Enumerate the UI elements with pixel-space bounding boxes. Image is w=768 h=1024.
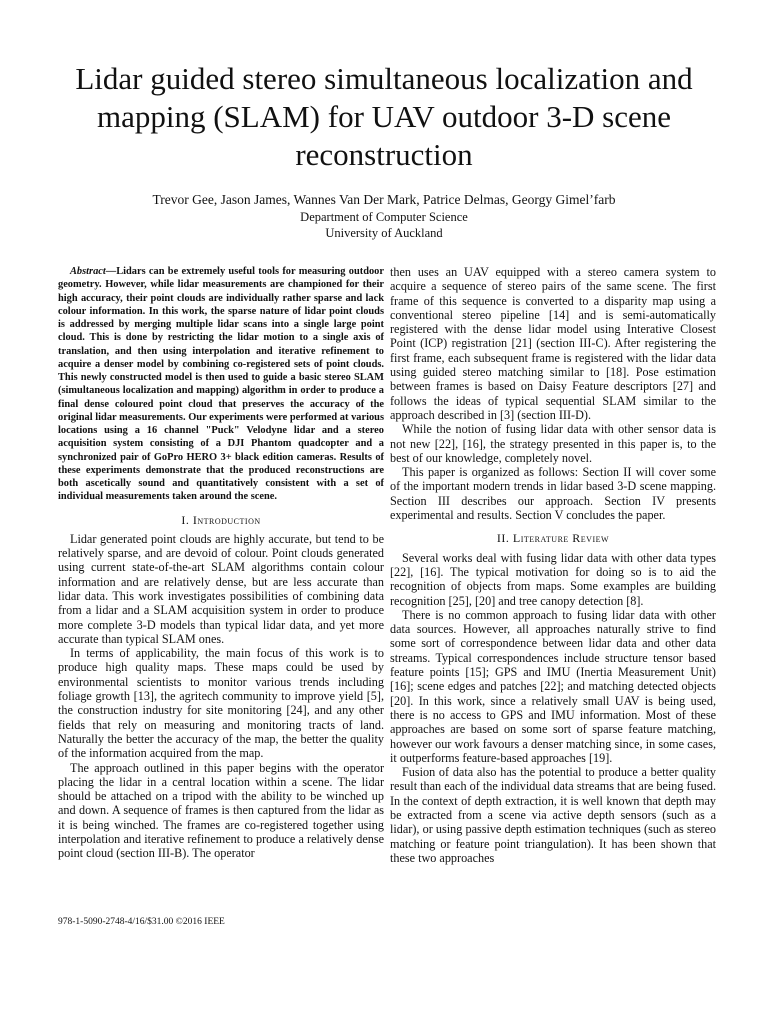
affiliation-university: University of Auckland	[325, 226, 443, 240]
section-heading-introduction: I. Introduction	[181, 512, 261, 527]
literature-paragraph: Several works deal with fusing lidar data with other data types [22], [16]. The typical motivation for doing so is to aid the recognition of objects from maps. Some examples are building recognition [25], [20] and tree canopy detection [8].	[390, 550, 716, 608]
copyright-footer: 978-1-5090-2748-4/16/$31.00 ©2016 IEEE	[58, 917, 225, 927]
section-heading-literature-review: II. Literature Review	[496, 531, 610, 546]
left-column	[58, 265, 384, 861]
intro-paragraph: The approach outlined in this paper begins with the operator placing the lidar in a central location within a scene. The lidar should be attached on a tripod with the ability to be winched up and down. A sequence of frames is then captured from the lidar as it is being winched. The frames are co-registered together using interpolation and iterative refinement to produce a relatively dense point cloud (section III-B). The operator	[58, 760, 384, 861]
abstract-label: Abstract	[70, 266, 106, 277]
literature-paragraph: There is no common approach to fusing lidar data with other data sources. However, all approaches naturally strive to find some sort of correspondence between lidar data and other data streams. Typical correspondences include structure tensor based feature points [15]; GPS and IMU (Inertia Measurement Unit) [16]; scene edges and patches [22]; and matching detected objects [20]. In this work, since a relatively small UAV is being used, there is no access to GPS and IMU information. Most of these approaches are based on some sort of sparse feature matching, however our work favours a denser matching since, in some cases, it outperforms feature-based approaches [19].	[390, 607, 716, 765]
abstract-text: —Lidars can be extremely useful tools for measuring outdoor geometry. However, while lidar measurements are championed for their high accuracy, their point clouds are individually rather sparse and lack colour information. In this work, the sparse nature of lidar point clouds is addressed by merging multiple lidar scans into a single large point cloud. This is done by restricting the lidar motion to a single axis of translation, and then using interpolation and iterative refinement to acquire a denser model by combining co-registered sets of point clouds. This newly constructed model is then used to guide a basic stereo SLAM (simultaneous localization and mapping) algorithm in order to produce a final dense coloured point cloud that preserves the accuracy of the original lidar measurements. Our experiments were performed at various locations using a 16 channel "Puck" Velodyne lidar and a stereo acquisition system consisting of a DJI Phantom quadcopter and a synchronized pair of GoPro HERO 3+ black edition cameras. Results of these experiments demonstrate that the produced reconstructions are both ascetically sound and quantitatively consistent with a set of individual measurements taken around the scene.	[58, 266, 384, 503]
right-column	[390, 265, 716, 865]
affiliation	[40, 209, 728, 241]
intro-paragraph: While the notion of fusing lidar data with other sensor data is not new [22], [16], the strategy presented in this paper is, to the best of our knowledge, completely novel.	[390, 422, 716, 465]
literature-paragraph: Fusion of data also has the potential to produce a better quality result than each of the individual data streams that are being fused. In the context of depth extraction, it is well known that depth may be extracted from a scene via active depth sensors (such as a lidar), or using passive depth estimation techniques (such as stereo matching or feature point triangulation). It has been shown that these two approaches	[390, 765, 716, 865]
paper-title: Lidar guided stereo simultaneous localization and mapping (SLAM) for UAV outdoor 3-D scene reconstruction	[75, 61, 693, 172]
intro-paragraph: Lidar generated point clouds are highly accurate, but tend to be relatively sparse, and are devoid of colour. Point clouds generated using current state-of-the-art SLAM algorithms contain colour information and are relatively dense, but are less accurate than lidar data. This work investigates possibilities of combining data from a lidar and a SLAM acquisition system in order to produce more complete 3-D models than typical lidar data, and yet more accurate than typical SLAM ones.	[58, 531, 384, 646]
affiliation-department: Department of Computer Science	[300, 210, 468, 224]
intro-paragraph: This paper is organized as follows: Section II will cover some of the important modern trends in lidar based 3-D scene mapping. Section III describes our approach. Section IV presents experimental and results. Section V concludes the paper.	[390, 465, 716, 523]
intro-paragraph: In terms of applicability, the main focus of this work is to produce high quality maps. These maps could be used by environmental scientists to monitor various trends including foliage growth [13], the agritech community to improve yield [5], the construction industry for site monitoring [24], and any other fields that rely on measuring and monitoring tracts of land. Naturally the better the accuracy of the map, the better the quality of the information acquired from the map.	[58, 646, 384, 761]
author-list: Trevor Gee, Jason James, Wannes Van Der Mark, Patrice Delmas, Georgy Gimel’farb	[152, 192, 616, 207]
abstract	[58, 265, 384, 504]
intro-paragraph-continued: then uses an UAV equipped with a stereo camera system to acquire a sequence of stereo pairs of the same scene. The first frame of this sequence is converted to a disparity map using a conventional stereo pipeline [14] and is semi-automatically registered with the dense lidar model using Interative Closest Point (ICP) registration [21] (section III-C). After registering the first frame, each subsequent frame is registered with the lidar data using guided stereo matching similar to [18]. Pose estimation between frames is based on Daisy Feature descriptors [27] and follows the ideas of typical sequential SLAM similar to the approach described in [3] (section III-D).	[390, 265, 716, 422]
